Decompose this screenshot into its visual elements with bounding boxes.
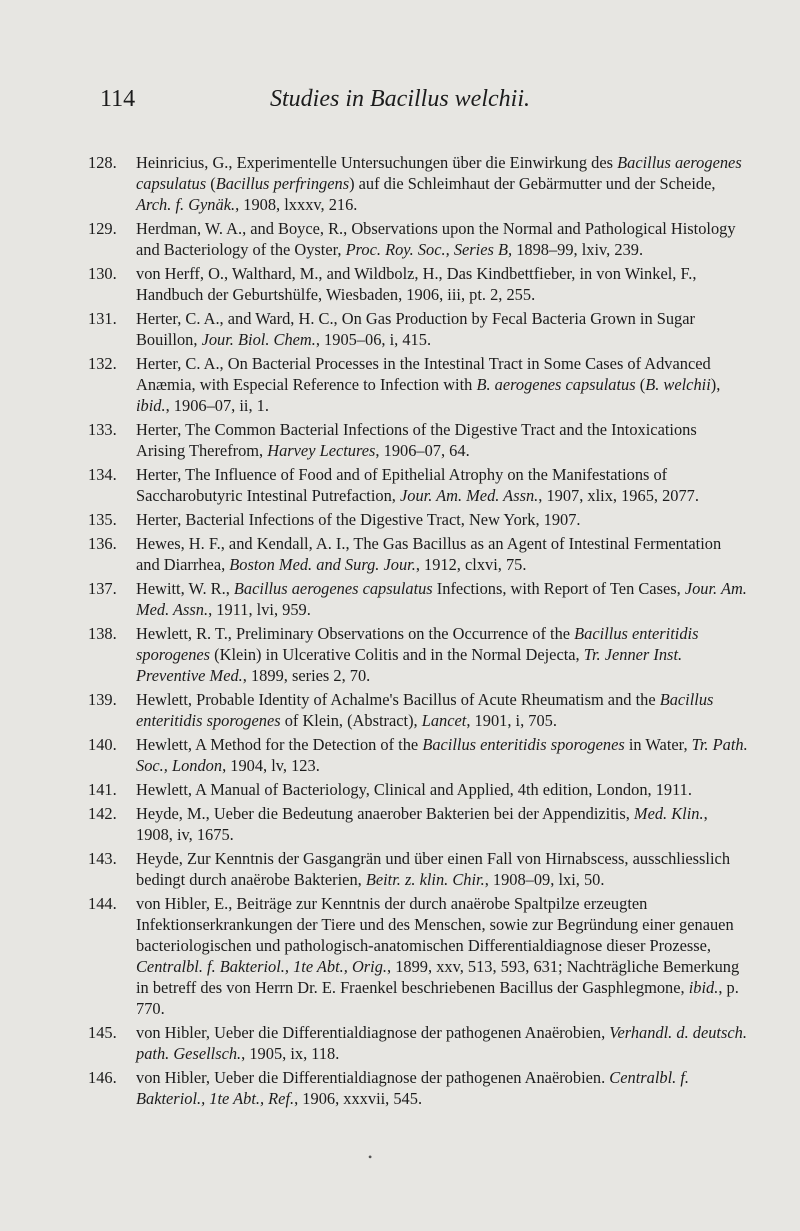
reference-segment: von Hibler, Ueber die Differentialdiagnose der pathogenen Anaërobien. (136, 1068, 610, 1087)
reference-italic-segment: Verhandl. d. deutsch. path. Gesellsch. (136, 1023, 747, 1063)
reference-segment: Hewlett, A Method for the Detection of the (136, 735, 423, 754)
reference-segment: , 1906, xxxvii, 545. (294, 1089, 423, 1108)
reference-italic-segment: Beitr. z. klin. Chir. (365, 870, 485, 889)
reference-entry (88, 689, 748, 731)
reference-italic-segment: Bacillus perfringens (215, 174, 350, 193)
reference-segment: , 1908–09, lxi, 50. (484, 870, 605, 889)
reference-segment: ) auf die Schleimhaut der Gebärmutter und der Scheide, (349, 174, 716, 193)
reference-segment: Hewlett, A Manual of Bacteriology, Clinical and Applied, 4th edition, London, 1911. (136, 780, 692, 799)
reference-italic-segment: Proc. Roy. Soc., Series B, (345, 240, 513, 259)
reference-segment: , 1912, clxvi, 75. (415, 555, 527, 574)
reference-text (136, 803, 748, 845)
reference-number: 128. (88, 153, 117, 172)
reference-number: 144. (88, 894, 117, 913)
reference-number: 135. (88, 510, 117, 529)
reference-entry (88, 263, 748, 305)
reference-number: 131. (88, 309, 117, 328)
reference-text (136, 419, 748, 461)
reference-text (136, 533, 748, 575)
reference-segment: ( (635, 375, 646, 394)
reference-number: 139. (88, 690, 117, 709)
reference-italic-segment: Bacillus enteritidis sporogenes (136, 690, 714, 730)
reference-italic-segment: Harvey Lectures (267, 441, 376, 460)
reference-segment: , 1911, lvi, 959. (208, 600, 311, 619)
reference-entry (88, 848, 748, 890)
reference-text (136, 353, 748, 416)
page-header (0, 86, 800, 126)
reference-italic-segment: ibid. (688, 978, 719, 997)
reference-number: 130. (88, 264, 117, 283)
reference-segment: Herter, Bacterial Infections of the Digestive Tract, New York, 1907. (136, 510, 581, 529)
reference-segment: , p. 770. (136, 978, 739, 1018)
reference-number: 129. (88, 219, 117, 238)
reference-segment: in Water, (624, 735, 692, 754)
reference-italic-segment: Bacillus enteritidis sporogenes (422, 735, 625, 754)
reference-number: 145. (88, 1023, 117, 1042)
running-title: Studies in Bacillus welchii. (270, 86, 530, 112)
reference-text (136, 218, 748, 260)
reference-number: 140. (88, 735, 117, 754)
reference-entry (88, 1067, 748, 1109)
reference-italic-segment: Jour. Am. Med. Assn. (136, 579, 747, 619)
reference-segment: Herter, The Common Bacterial Infections of the Digestive Tract and the Intoxications Arising Therefrom, (136, 420, 697, 460)
reference-segment: Infections, with Report of Ten Cases, (432, 579, 685, 598)
reference-italic-segment: Bacillus enteritidis sporogenes (136, 624, 699, 664)
reference-segment: Herter, The Influence of Food and of Epithelial Atrophy on the Manifestations of Saccharobutyric Intestinal Putrefaction, (136, 465, 668, 505)
reference-segment: , 1901, i, 705. (466, 711, 557, 730)
page-number: 114 (100, 86, 136, 112)
reference-italic-segment: Boston Med. and Surg. Jour. (229, 555, 416, 574)
reference-segment: , 1905, ix, 118. (241, 1044, 340, 1063)
reference-segment: Hewitt, W. R., (136, 579, 234, 598)
reference-entry (88, 419, 748, 461)
reference-entry (88, 779, 748, 800)
reference-segment: , 1906–07, ii, 1. (165, 396, 269, 415)
reference-text (136, 152, 748, 215)
reference-number: 142. (88, 804, 117, 823)
reference-entry (88, 509, 748, 530)
reference-segment: Heyde, Zur Kenntnis der Gasgangrän und über einen Fall von Hirnabscess, ausschliesslich bedingt durch anaërobe Bakterien, (136, 849, 731, 889)
reference-segment: , 1905–06, i, 415. (315, 330, 432, 349)
reference-text (136, 1067, 748, 1109)
reference-entry (88, 464, 748, 506)
reference-number: 146. (88, 1068, 117, 1087)
reference-segment: Herter, C. A., On Bacterial Processes in the Intestinal Tract in Some Cases of Advanced Anæmia, with Especial Reference to Infection with (136, 354, 711, 394)
reference-segment: , 1906–07, 64. (375, 441, 470, 460)
reference-entry (88, 308, 748, 350)
reference-text (136, 578, 748, 620)
reference-italic-segment: Jour. Am. Med. Assn. (399, 486, 539, 505)
reference-entry (88, 152, 748, 215)
reference-text (136, 1022, 748, 1064)
reference-segment: von Hibler, Ueber die Differentialdiagnose der pathogenen Anaërobien, (136, 1023, 610, 1042)
reference-number: 141. (88, 780, 117, 799)
reference-text (136, 509, 748, 530)
reference-segment: ), (710, 375, 721, 394)
reference-italic-segment: Bacillus aerogenes capsulatus (233, 579, 433, 598)
reference-entry (88, 893, 748, 1019)
reference-segment: , 1899, xxv, 513, 593, 631; Nachträgliche Bemerkung in betreff des von Herrn Dr. E. Fraenkel beschriebenen Bacillus der Gasphlegmone, (136, 957, 740, 997)
reference-segment: (Klein) in Ulcerative Colitis and in the Normal Dejecta, (210, 645, 584, 664)
reference-text (136, 893, 748, 1019)
reference-segment: , 1907, xlix, 1965, 2077. (538, 486, 699, 505)
reference-italic-segment: Centralbl. f. Bakteriol., 1te Abt., Orig. (136, 957, 388, 976)
stray-mark-icon: • (368, 1150, 373, 1164)
reference-entry (88, 578, 748, 620)
reference-number: 134. (88, 465, 117, 484)
reference-segment: Herter, C. A., and Ward, H. C., On Gas Production by Fecal Bacteria Grown in Sugar Bouillon, (136, 309, 695, 349)
reference-segment: , 1899, series 2, 70. (242, 666, 371, 685)
reference-italic-segment: Lancet (421, 711, 467, 730)
reference-italic-segment: Jour. Biol. Chem. (201, 330, 316, 349)
reference-segment: Herdman, W. A., and Boyce, R., Observations upon the Normal and Pathological Histology and Bacteriology of the Oyster, (136, 219, 736, 259)
reference-text (136, 779, 748, 800)
reference-entry (88, 353, 748, 416)
reference-text (136, 848, 748, 890)
reference-text (136, 464, 748, 506)
reference-italic-segment: Centralbl. f. Bakteriol., 1te Abt., Ref. (136, 1068, 689, 1108)
reference-text (136, 689, 748, 731)
reference-text (136, 623, 748, 686)
reference-entry (88, 218, 748, 260)
reference-text (136, 263, 748, 305)
reference-entry (88, 623, 748, 686)
reference-segment: , 1908, lxxxv, 216. (235, 195, 358, 214)
reference-italic-segment: Tr. Path. Soc., London (136, 735, 748, 775)
reference-number: 137. (88, 579, 117, 598)
reference-segment: von Hibler, E., Beiträge zur Kenntnis der durch anaërobe Spaltpilze erzeugten Infektionserkrankungen der Tiere und des Menschen, sowie zur Begründung einer genauen bacteriologischen und pathologisch-anatomischen Differentialdiagnose dieser Prozesse, (136, 894, 734, 955)
reference-number: 133. (88, 420, 117, 439)
reference-italic-segment: Arch. f. Gynäk. (136, 195, 236, 214)
reference-segment: Hewlett, Probable Identity of Achalme's Bacillus of Acute Rheumatism and the (136, 690, 660, 709)
reference-entry (88, 533, 748, 575)
reference-italic-segment: Bacillus aerogenes capsulatus (136, 153, 742, 193)
reference-italic-segment: B. aerogenes capsulatus (476, 375, 636, 394)
reference-list (88, 152, 748, 1112)
reference-entry (88, 803, 748, 845)
reference-italic-segment: ibid. (136, 396, 166, 415)
reference-segment: 1898–99, lxiv, 239. (512, 240, 644, 259)
reference-segment: Heinricius, G., Experimentelle Untersuchungen über die Einwirkung des (136, 153, 618, 172)
reference-segment: of Klein, (Abstract), (280, 711, 422, 730)
reference-number: 138. (88, 624, 117, 643)
reference-italic-segment: Med. Klin. (633, 804, 704, 823)
reference-text (136, 734, 748, 776)
reference-entry (88, 1022, 748, 1064)
reference-text (136, 308, 748, 350)
reference-segment: von Herff, O., Walthard, M., and Wildbolz, H., Das Kindbettfieber, in von Winkel, F., Handbuch der Geburtshülfe, Wiesbaden, 1906, iii, pt. 2, 255. (136, 264, 697, 304)
reference-segment: , 1904, lv, 123. (222, 756, 320, 775)
reference-segment: Hewlett, R. T., Preliminary Observations on the Occurrence of the (136, 624, 575, 643)
reference-number: 143. (88, 849, 117, 868)
reference-italic-segment: Tr. Jenner Inst. Preventive Med. (136, 645, 683, 685)
reference-segment: , 1908, iv, 1675. (136, 804, 708, 844)
reference-segment: ( (206, 174, 216, 193)
reference-segment: Heyde, M., Ueber die Bedeutung anaerober Bakterien bei der Appendizitis, (136, 804, 634, 823)
reference-number: 136. (88, 534, 117, 553)
reference-segment: Hewes, H. F., and Kendall, A. I., The Gas Bacillus as an Agent of Intestinal Fermentation and Diarrhea, (136, 534, 722, 574)
reference-entry (88, 734, 748, 776)
reference-number: 132. (88, 354, 117, 373)
reference-italic-segment: B. welchii (645, 375, 711, 394)
